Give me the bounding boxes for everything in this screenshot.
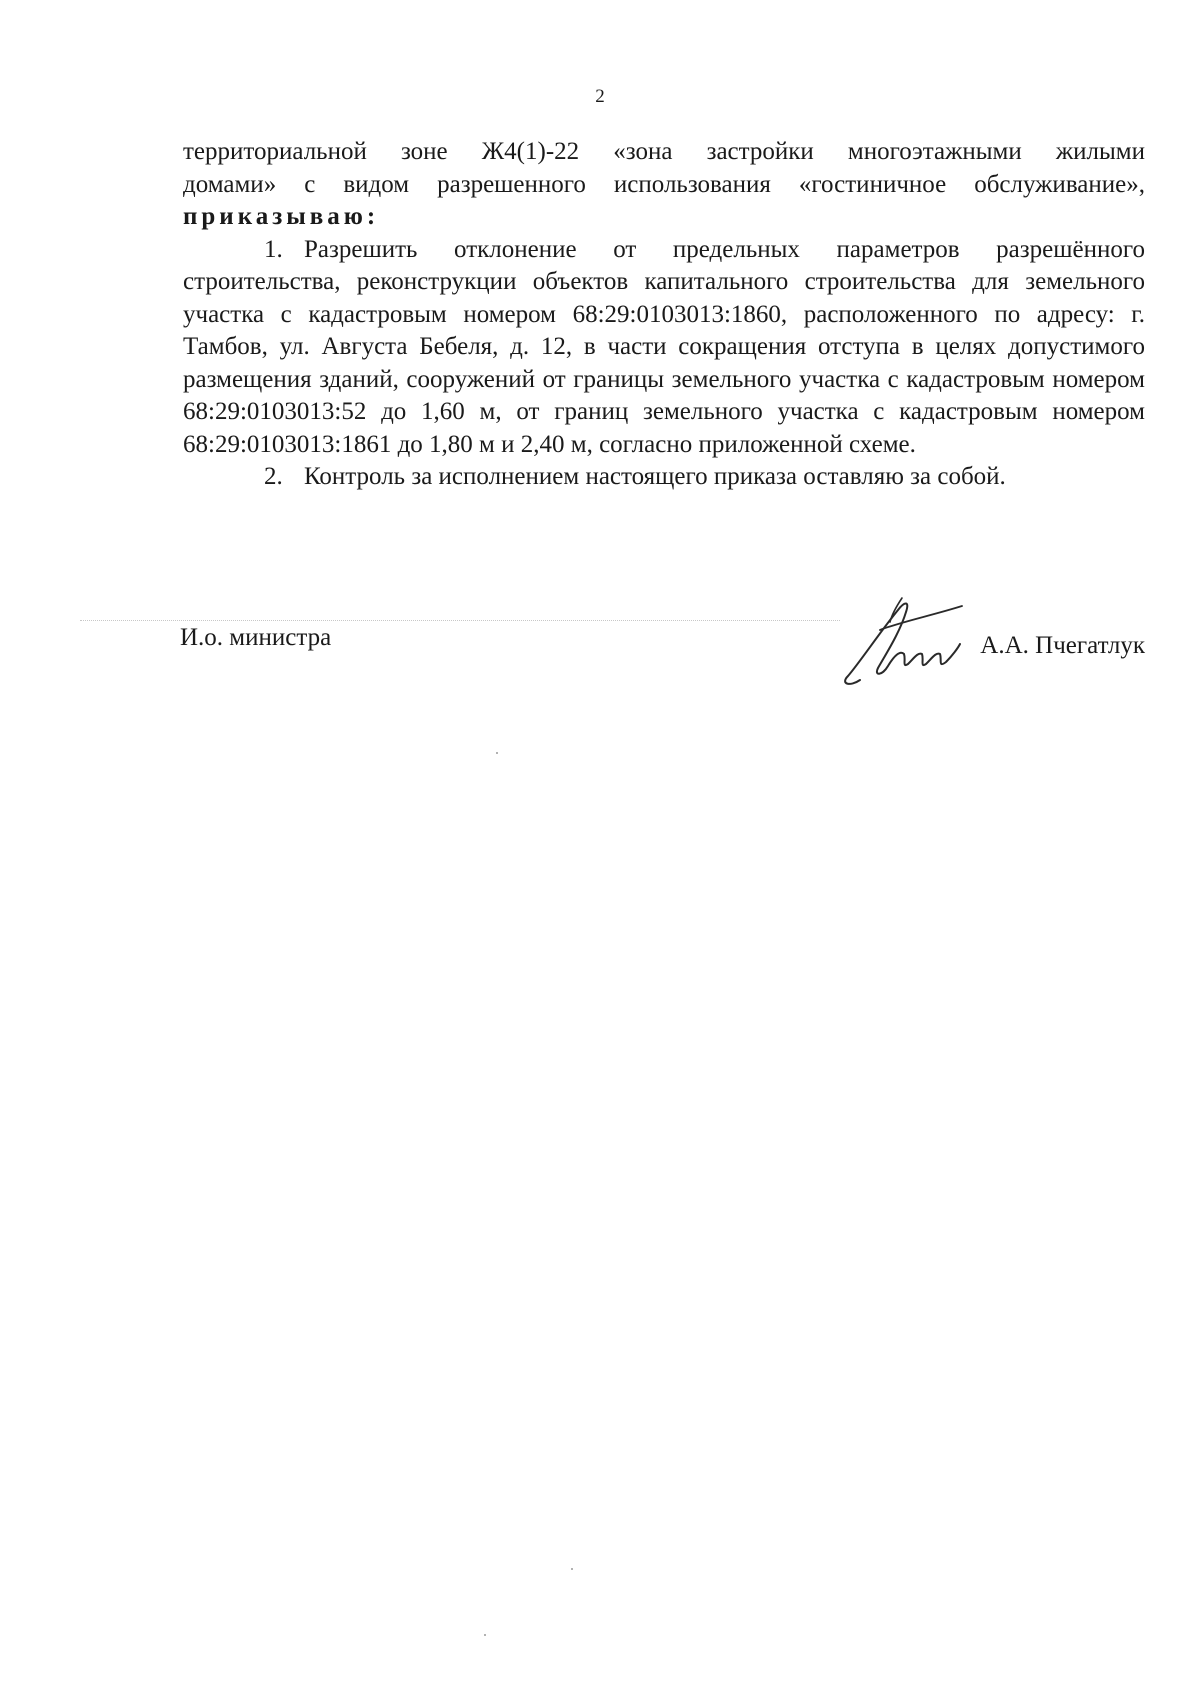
order-item-number: 1. <box>264 235 283 263</box>
order-item-text: Разрешить отклонение от предельных параметров разрешённого строительства, реконструкции объектов капитального строительства для земельного участка с кадастровым номером 68:29:0103013:1860, расположенного по адресу: г. Тамбов, ул. Августа Бебеля, д. 12, в части сокращения отступа в целях допустимого размещения зданий, сооружений от границы земельного участка с кадастровым номером 68:29:0103013:52 до 1,60 м, от границ земельного участка с кадастровым номером 68:29:0103013:1861 до 1,80 м и 2,40 м, согласно приложенной схеме. <box>183 235 1145 458</box>
signer-name: А.А. Пчегатлук <box>980 632 1145 659</box>
order-item-1 <box>183 234 1145 462</box>
scan-speck <box>484 1634 486 1636</box>
order-item-2 <box>183 461 1145 494</box>
signer-position: И.о. министра <box>180 624 332 651</box>
page-number: 2 <box>595 86 605 107</box>
document-body <box>183 136 1145 494</box>
decree-line <box>183 201 1145 234</box>
intro-line-2: домами» с видом разрешенного использования «гостиничное обслуживание», <box>183 170 1145 198</box>
scan-speck <box>496 752 498 754</box>
handwritten-signature <box>820 592 970 702</box>
intro-line-1: территориальной зоне Ж4(1)-22 «зона застройки многоэтажными жилыми <box>183 138 1145 165</box>
decree-word: приказываю: <box>183 203 380 230</box>
order-item-number: 2. <box>264 463 283 490</box>
order-item-text: Контроль за исполнением настоящего приказа оставляю за собой. <box>304 463 1006 490</box>
scan-speck <box>571 1568 573 1570</box>
signature-block <box>180 612 1145 702</box>
